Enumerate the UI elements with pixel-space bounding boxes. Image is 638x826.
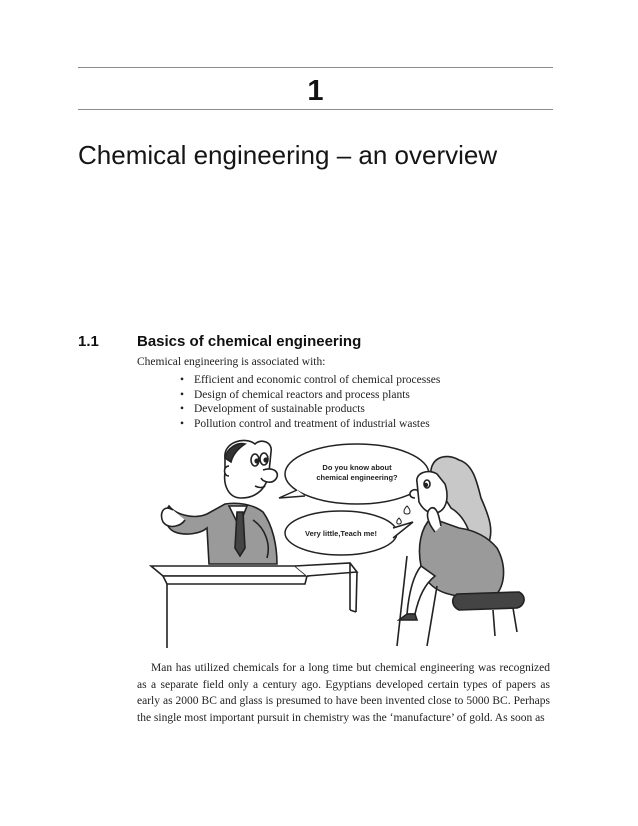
speech-man-line1: Do you know about <box>322 463 392 472</box>
bullet-item: • Design of chemical reactors and process plants <box>180 388 440 403</box>
bullet-list <box>180 373 440 431</box>
speech-bubble-man <box>279 444 429 504</box>
body-paragraph: Man has utilized chemicals for a long time but chemical engineering was recognized as a separate field only a century ago. Egyptians developed certain types of papers as early as 2000 BC and glass is presumed to have been invented close to 5000 BC. Perhaps the single most important pursuit in chemistry was the ‘manufacture’ of gold. As soon as <box>137 662 550 724</box>
bottom-rule <box>78 109 553 110</box>
speech-bubble-woman <box>285 511 413 555</box>
speech-woman: Very little,Teach me! <box>305 529 377 538</box>
bullet-item: • Pollution control and treatment of industrial wastes <box>180 417 440 432</box>
desk <box>151 563 357 648</box>
chapter-number: 1 <box>307 75 324 107</box>
man-figure <box>161 440 277 564</box>
speech-man-line2: chemical engineering? <box>316 473 398 482</box>
cartoon-illustration <box>145 436 537 648</box>
top-rule <box>78 67 553 68</box>
chapter-title: Chemical engineering – an overview <box>78 140 498 170</box>
bullet-item: • Efficient and economic control of chemical processes <box>180 373 440 388</box>
section-title: Basics of chemical engineering <box>137 333 362 350</box>
section-number: 1.1 <box>78 333 99 350</box>
section-intro: Chemical engineering is associated with: <box>137 356 326 368</box>
bullet-item: • Development of sustainable products <box>180 402 440 417</box>
